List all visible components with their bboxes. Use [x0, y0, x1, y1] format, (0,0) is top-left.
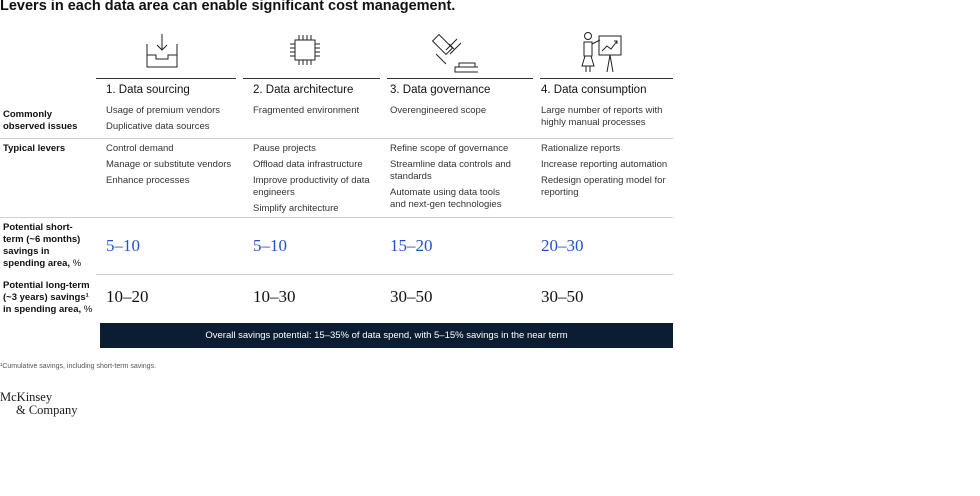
inbox-tray-icon [144, 30, 180, 70]
row-label-long-term [3, 280, 92, 316]
row-label-issues [3, 109, 77, 133]
list-item: Refine scope of governance [390, 143, 509, 154]
levers-cell-data-architecture [253, 143, 378, 219]
row-divider [0, 217, 673, 218]
list-item: Rationalize reports [541, 143, 621, 154]
row-label-line: in spending area, [3, 304, 82, 315]
list-item: Increase reporting automation [541, 159, 668, 170]
gavel-icon [432, 30, 478, 74]
list-item: Pause projects [253, 143, 316, 154]
row-label-line: observed issues [3, 121, 78, 132]
row-label-short-term [3, 222, 81, 270]
column-header-rule-4 [540, 78, 673, 79]
levers-cell-data-consumption [541, 143, 673, 203]
long-term-value-data-sourcing: 10–20 [106, 287, 149, 306]
list-item: Enhance processes [106, 175, 190, 186]
column-header-rule-3 [387, 78, 533, 79]
short-term-value-data-governance: 15–20 [390, 236, 433, 255]
presenter-chart-icon [580, 30, 626, 74]
list-item: Improve productivity of data engineers [253, 175, 370, 198]
overall-savings-banner: Overall savings potential: 15–35% of data spend, with 5–15% savings in the near term [100, 323, 673, 348]
row-label-line: (~3 years) savings¹ [3, 292, 89, 303]
row-label-line: Potential long-term [3, 280, 90, 291]
issues-cell-data-consumption [541, 105, 671, 133]
issues-cell-data-sourcing [106, 105, 241, 137]
list-item: Redesign operating model for reporting [541, 175, 666, 198]
row-divider [0, 138, 673, 139]
column-title-data-architecture: 2. Data architecture [253, 84, 354, 96]
mckinsey-logo [0, 391, 77, 417]
logo-line: & Company [16, 403, 78, 417]
levers-cell-data-sourcing [106, 143, 241, 191]
issues-cell-data-governance [390, 105, 525, 121]
column-header-rule-2 [243, 78, 380, 79]
short-term-value-data-consumption: 20–30 [541, 236, 584, 255]
list-item: Streamline data controls and standards [390, 159, 511, 182]
row-label-levers [3, 143, 65, 155]
list-item: Overengineered scope [390, 105, 487, 116]
row-label-line: Typical levers [3, 143, 66, 154]
logo-line: McKinsey [0, 390, 53, 404]
percent-unit: % [81, 304, 93, 315]
list-item: Usage of premium vendors [106, 105, 221, 116]
long-term-value-data-architecture: 10–30 [253, 287, 296, 306]
list-item: Manage or substitute vendors [106, 159, 232, 170]
list-item: Large number of reports with highly manual processes [541, 105, 663, 128]
levers-cell-data-governance [390, 143, 518, 215]
list-item: Control demand [106, 143, 174, 154]
row-label-line: term (~6 months) [3, 234, 81, 245]
row-label-line: Potential short- [3, 222, 73, 233]
list-item: Automate using data tools and next-gen technologies [390, 187, 502, 210]
long-term-value-data-consumption: 30–50 [541, 287, 584, 306]
list-item: Simplify architecture [253, 203, 339, 214]
footnote: ¹Cumulative savings, including short-term savings. [0, 363, 157, 370]
row-label-line: spending area, [3, 258, 71, 269]
list-item: Fragmented environment [253, 105, 360, 116]
long-term-value-data-governance: 30–50 [390, 287, 433, 306]
row-divider [96, 274, 673, 275]
list-item: Duplicative data sources [106, 121, 210, 132]
row-label-line: Commonly [3, 109, 53, 120]
issues-cell-data-architecture [253, 105, 383, 121]
list-item: Offload data infrastructure [253, 159, 363, 170]
column-title-data-sourcing: 1. Data sourcing [106, 84, 190, 96]
column-title-data-governance: 3. Data governance [390, 84, 491, 96]
page-title: Levers in each data area can enable significant cost management. [0, 0, 456, 14]
short-term-value-data-architecture: 5–10 [253, 236, 287, 255]
column-title-data-consumption: 4. Data consumption [541, 84, 647, 96]
column-header-rule-1 [96, 78, 236, 79]
short-term-value-data-sourcing: 5–10 [106, 236, 140, 255]
percent-unit: % [70, 258, 82, 269]
microchip-icon [288, 33, 322, 67]
row-label-line: savings in [3, 246, 50, 257]
